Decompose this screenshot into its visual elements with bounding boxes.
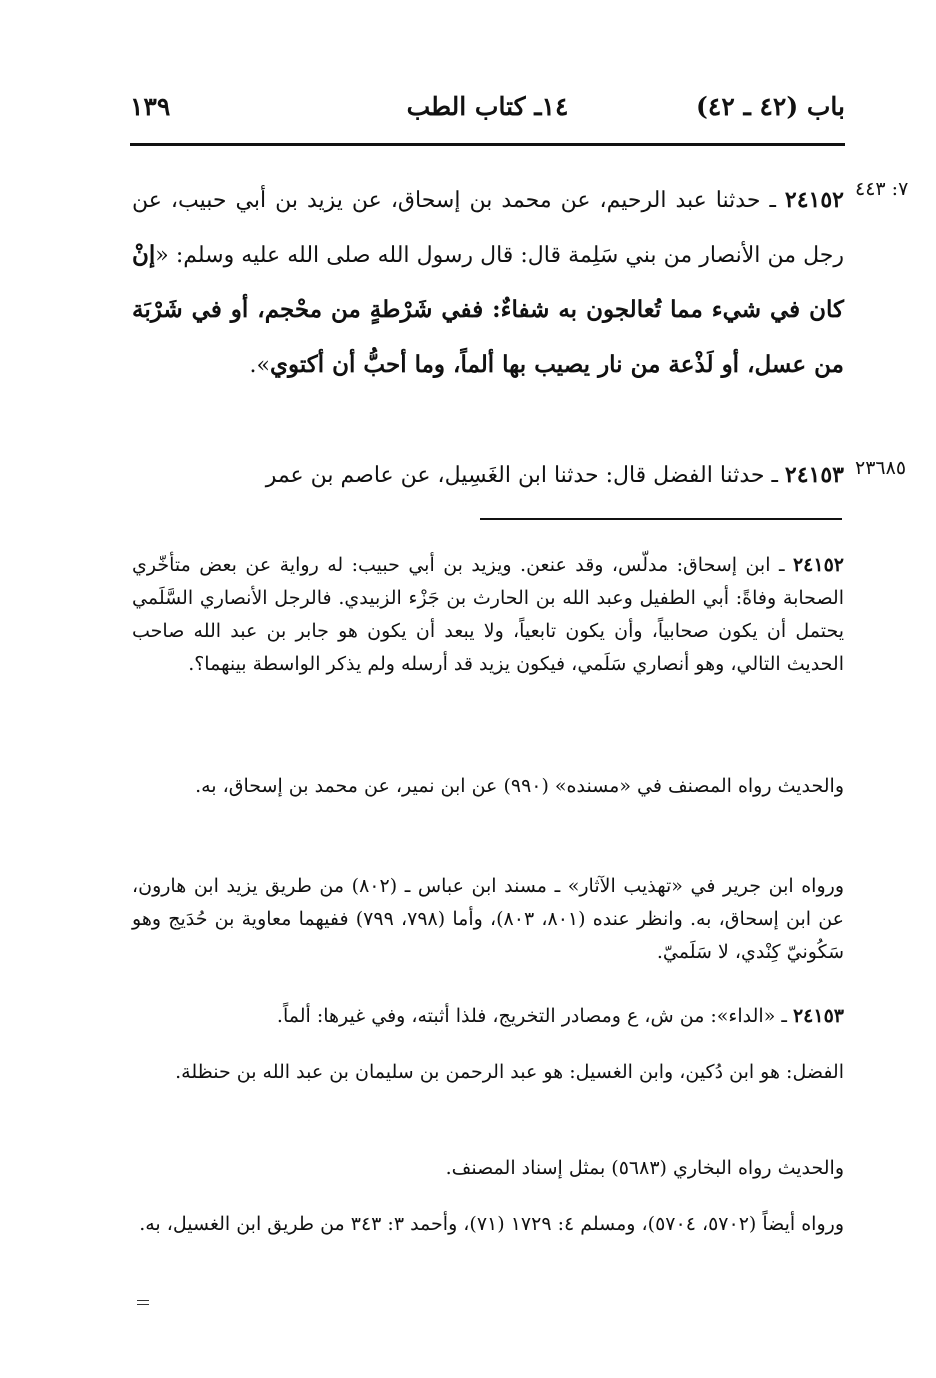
hadith-24152 [132, 173, 844, 393]
footnote-24153 [132, 1000, 844, 1033]
footnote-number: ٢٤١٥٣ [792, 1005, 844, 1027]
hadith-chain: ـ حدثنا الفضل قال: حدثنا ابن الغَسِيل، عن عاصم بن عمر [265, 463, 785, 488]
margin-reference-1: ٧: ٤٤٣ [855, 178, 909, 200]
running-header [130, 92, 845, 142]
continuation-mark-icon [137, 1300, 149, 1308]
header-rule [130, 143, 845, 146]
hadith-chain: ـ حدثنا عبد الرحيم، عن محمد بن إسحاق، عن يزيد بن أبي حبيب، عن رجل من الأنصار من بني سَلِمة قال: قال رسول الله صلى الله عليه وسلم: « [132, 188, 844, 268]
footnote-text: ـ «الداء»: من ش، ع ومصادر التخريج، فلذا أثبته، وفي غيرها: ألماً. [276, 1005, 793, 1027]
chapter-heading: باب (٤٢ ـ ٤٢) [696, 92, 845, 121]
page-number: ١٣٩ [130, 92, 171, 121]
hadith-24153 [132, 448, 844, 503]
footnote-paragraph: الفضل: هو ابن دُكين، وابن الغسيل: هو عبد الرحمن بن سليمان بن عبد الله بن حنظلة. [175, 1061, 844, 1083]
footnote-paragraph: ورواه ابن جرير في «تهذيب الآثار» ـ مسند ابن عباس ـ (٨٠٢) من طريق يزيد ابن هارون، عن ابن إسحاق، به. وانظر عنده (٨٠١، ٨٠٣)، وأما (٧٩٨، ٧٩٩) ففيهما معاوية بن حُدَيج وهو سَكُونيّ كِنْدي، لا سَلَميّ. [132, 875, 845, 963]
hadith-close: ». [249, 353, 270, 378]
footnote-paragraph: ورواه أيضاً (٥٧٠٢، ٥٧٠٤)، ومسلم ٤: ١٧٢٩ (٧١)، وأحمد ٣: ٣٤٣ من طريق ابن الغسيل، به. [139, 1213, 844, 1235]
footnote-24152 [132, 549, 844, 681]
footnote-paragraph: والحديث رواه البخاري (٥٦٨٣) بمثل إسناد المصنف. [445, 1157, 844, 1179]
footnote-number: ٢٤١٥٢ [792, 554, 844, 576]
footnote-separator [480, 518, 842, 520]
hadith-number: ٢٤١٥٢ [784, 187, 844, 213]
footnote-paragraph: والحديث رواه المصنف في «مسنده» (٩٩٠) عن ابن نمير، عن محمد بن إسحاق، به. [195, 775, 844, 797]
hadith-matn: إنْ كان في شيء مما تُعالجون به شفاءٌ: ففي شَرْطةٍ من محْجم، أو في شَرْبَة من عسل، أو لَذْعة من نار يصيب بها ألماً، وما أحبُّ أن أكتوي [132, 241, 844, 378]
book-title: ١٤ـ كتاب الطب [406, 92, 569, 121]
margin-reference-2: ٢٣٦٨٥ [855, 457, 907, 479]
footnote-text: ـ ابن إسحاق: مدلّس، وقد عنعن. ويزيد بن أبي حبيب: له رواية عن بعض متأخّري الصحابة وفاةً: أبي الطفيل وعبد الله بن الحارث بن جَزْء الزبيدي. فالرجل الأنصاري السَّلَمي يحتمل أن يكون صحابياً، وأن يكون تابعياً، ولا يبعد أن يكون هو جابر بن عبد الله صاحب الحديث التالي، وهو أنصاري سَلَمي، فيكون يزيد قد أرسله ولم يذكر الواسطة بينهما؟. [132, 554, 844, 675]
hadith-number: ٢٤١٥٣ [784, 462, 844, 488]
